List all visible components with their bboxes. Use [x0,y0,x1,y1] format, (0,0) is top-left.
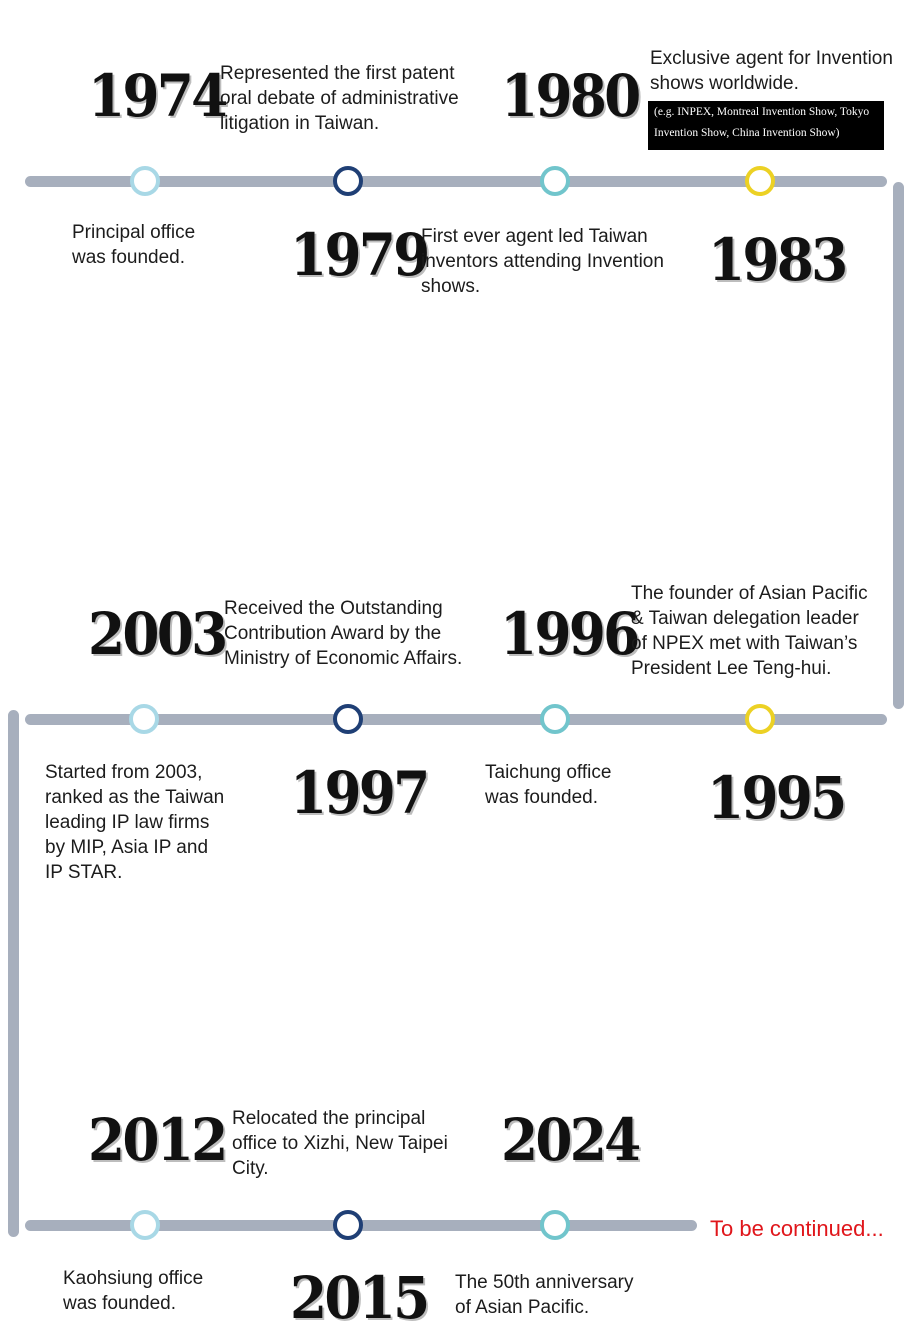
year-1979: 1979 [290,221,428,289]
year-2003: 2003 [88,600,226,668]
year-2024: 2024 [501,1106,639,1174]
event-taichung-description: Taichung office was founded. [485,762,612,808]
timeline-node-taichung [540,704,570,734]
timeline-node-kaohsiung [130,1210,160,1240]
year-1980: 1980 [501,62,639,130]
event-kaohsiung-description: Kaohsiung office was founded. [63,1268,204,1314]
to-be-continued-label: To be continued... [710,1216,884,1241]
timeline-node-1979 [540,166,570,196]
timeline-node-1997 [333,704,363,734]
timeline-node-2003-ranked [129,704,159,734]
timeline-track-connector-left [8,710,19,1237]
year-1995: 1995 [707,764,845,832]
event-1980-examples-note: (e.g. INPEX, Montreal Invention Show, Tokyo Invention Show, China Invention Show) [648,101,884,150]
year-1996: 1996 [500,600,638,668]
year-1974: 1974 [88,62,226,130]
event-1979-description: First ever agent led Taiwan inventors attending Invention shows. [421,226,664,297]
timeline-node-1995 [745,704,775,734]
timeline-node-1983 [745,166,775,196]
event-1996-description: The founder of Asian Pacific & Taiwan delegation leader of NPEX met with Taiwan’s President Lee Teng-hui. [631,583,868,679]
event-2012-description: Relocated the principal office to Xizhi, New Taipei City. [232,1108,448,1179]
event-1974-description: Represented the first patent oral debate of administrative litigation in Taiwan. [220,63,459,134]
year-1983: 1983 [708,226,846,294]
event-1980-description: Exclusive agent for Invention shows worldwide. [650,48,893,94]
year-1997: 1997 [290,759,428,827]
event-50th-anniversary-description: The 50th anniversary of Asian Pacific. [455,1272,634,1318]
timeline-node-2024 [540,1210,570,1240]
timeline-node-1974 [333,166,363,196]
timeline-node-2015 [333,1210,363,1240]
event-founded-description: Principal office was founded. [72,222,196,268]
year-2015: 2015 [290,1264,428,1332]
year-2012: 2012 [88,1106,226,1174]
timeline-node-founded [130,166,160,196]
event-2003-description: Received the Outstanding Contribution Award by the Ministry of Economic Affairs. [224,598,463,669]
event-ranked-description: Started from 2003, ranked as the Taiwan leading IP law firms by MIP, Asia IP and IP STAR. [45,762,225,883]
